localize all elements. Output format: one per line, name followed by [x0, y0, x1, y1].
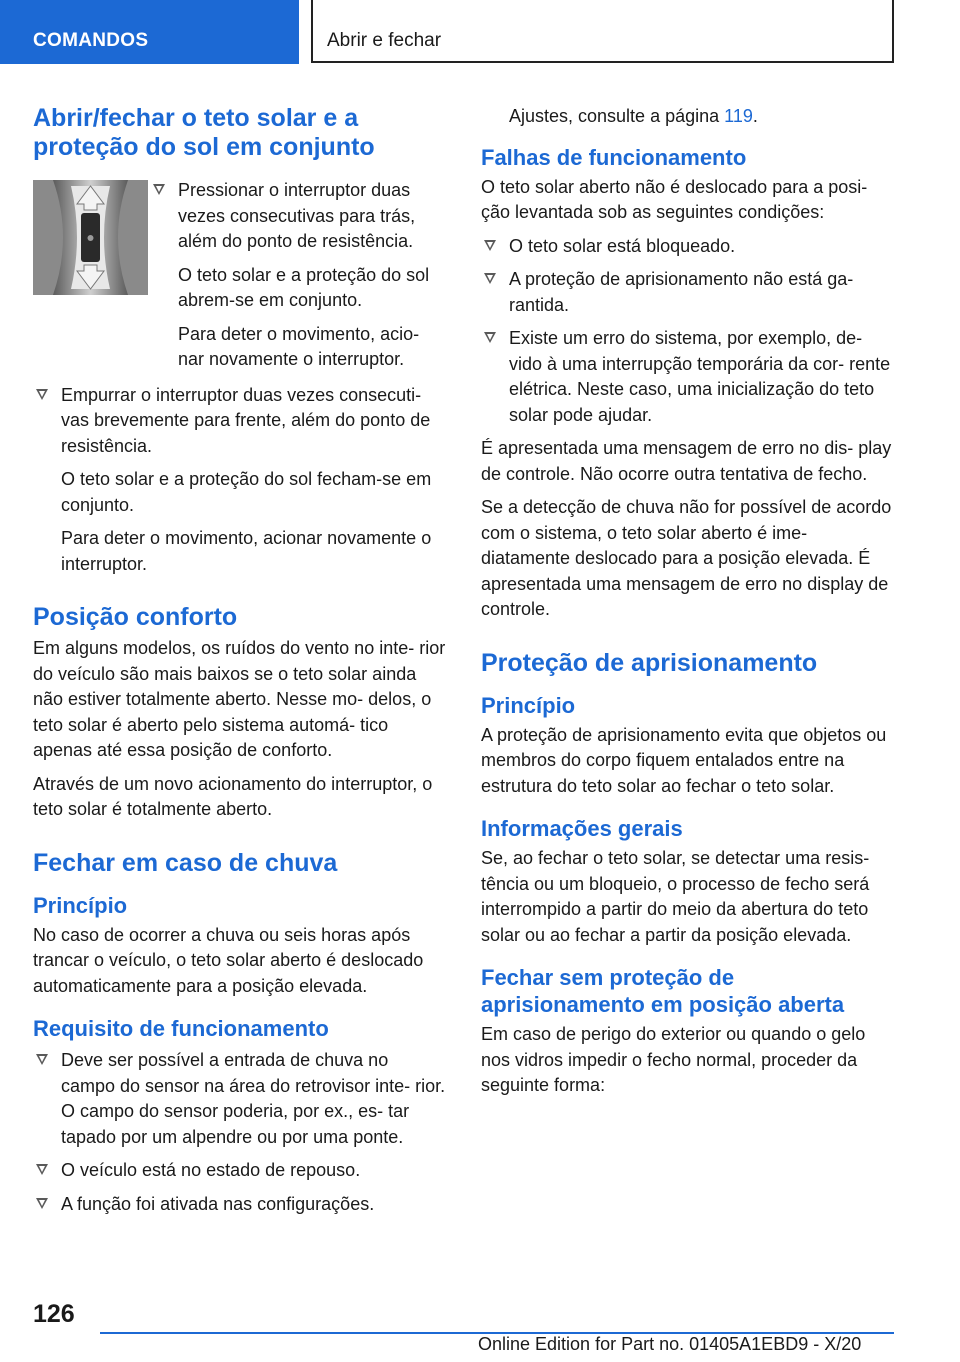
list-item-continuation	[481, 104, 895, 130]
list-item-text: A proteção de aprisionamento não está ga- rantida.	[509, 269, 854, 315]
page-number: 126	[33, 1300, 75, 1328]
list-item-text: Pressionar o interruptor duas vezes consecutivas para trás, além do ponto de resistência.	[178, 180, 416, 251]
list-item	[33, 1048, 447, 1150]
paragraph: Em alguns modelos, os ruídos do vento no inte- rior do veículo são mais baixos se o teto solar ainda não estiver totalmente aberto. Nesse mo- delos, o teto solar é aberto pelo sistema automá- tico apenas até essa posição de conforto.	[33, 638, 446, 760]
list-item	[33, 1158, 447, 1184]
paragraph: No caso de ocorrer a chuva ou seis horas após trancar o veículo, o teto solar aberto é deslocado automaticamente para a posição elevada.	[33, 924, 424, 996]
list-item-text: Para deter o movimento, acionar novamente o interruptor.	[61, 528, 432, 574]
page-reference-link[interactable]: 119	[724, 106, 753, 126]
list-item	[481, 267, 895, 318]
bullet-icon	[153, 184, 165, 195]
bullet-icon	[484, 273, 496, 284]
list-item-text: O teto solar e a proteção do sol abrem-se em conjunto.	[178, 264, 430, 310]
list-item-text: Existe um erro do sistema, por exemplo, de- vido à uma interrupção temporária da cor- rente elétrica. Neste caso, uma inicialização do teto solar pode ajudar.	[509, 328, 891, 425]
heading-principle: Princípio	[481, 692, 576, 718]
list-item	[33, 383, 447, 578]
list-item	[33, 1192, 447, 1218]
section-tab	[0, 0, 299, 64]
list-item	[150, 178, 447, 373]
list-item-text: O teto solar e a proteção do sol fecham-se em conjunto.	[61, 469, 432, 515]
paragraph: O teto solar aberto não é deslocado para a posi- ção levantada sob as seguintes condições:	[481, 176, 868, 222]
list-item-text: O veículo está no estado de repouso.	[61, 1160, 361, 1180]
list-item-text: Para deter o movimento, acio- nar novamente o interruptor.	[178, 323, 420, 369]
bullet-icon	[484, 332, 496, 343]
list-item	[481, 234, 895, 260]
heading-faults: Falhas de funcionamento	[481, 144, 747, 170]
bullet-icon	[36, 389, 48, 400]
list-item-text: Empurrar o interruptor duas vezes consecuti- vas brevemente para frente, além do ponto de resistência.	[61, 384, 431, 456]
list-item-text: O teto solar está bloqueado.	[509, 235, 736, 256]
period: .	[752, 106, 758, 126]
paragraph: Através de um novo acionamento do interruptor, o teto solar é totalmente aberto.	[33, 773, 433, 819]
section-title: COMANDOS	[33, 30, 149, 51]
heading-requirement: Requisito de funcionamento	[33, 1016, 329, 1041]
chapter-title: Abrir e fechar	[327, 30, 442, 51]
bullet-icon	[36, 1054, 48, 1065]
heading-roof-together: Abrir/fechar o teto solar e a proteção do sol em conjunto	[33, 104, 375, 161]
list-item	[481, 326, 895, 428]
paragraph: É apresentada uma mensagem de erro no dis- play de controle. Não ocorre outra tentativa de fecho.	[481, 438, 892, 484]
footer-edition: Online Edition for Part no. 01405A1EBD9 - X/20	[478, 1334, 862, 1354]
paragraph: Se, ao fechar o teto solar, se detectar uma resis- tência ou um bloqueio, o processo de fecho será interrompido a partir do meio da abertura do teto solar ou ao fechar a partir da posição elevada.	[481, 848, 870, 945]
list-item-text: Deve ser possível a entrada de chuva no campo do sensor na área do retrovisor inte- rior. O campo do sensor poderia, por ex., es- tar tapado por um alpendre ou por uma ponte.	[61, 1050, 446, 1147]
continuation-text: Ajustes, consulte a página	[509, 106, 725, 126]
heading-rain-close: Fechar em caso de chuva	[33, 848, 338, 877]
paragraph: Se a detecção de chuva não for possível de acordo com o sistema, o teto solar aberto é ime- diatamente deslocado para a posição elevada. É apresentada uma mensagem de erro no display de controle.	[481, 497, 892, 619]
paragraph: A proteção de aprisionamento evita que objetos ou membros do corpo fiquem entalados entre na estrutura do teto solar ao fechar o teto solar.	[481, 724, 887, 796]
bullet-icon	[36, 1164, 48, 1175]
left-column	[33, 104, 447, 1225]
heading-principle: Princípio	[33, 892, 128, 918]
chapter-tab	[311, 0, 894, 63]
heading-general-info: Informações gerais	[481, 816, 683, 841]
right-column	[481, 104, 895, 1107]
heading-comfort-position: Posição conforto	[33, 603, 238, 631]
heading-pinch-protection: Proteção de aprisionamento	[481, 648, 818, 677]
bullet-icon	[36, 1198, 48, 1209]
bullet-icon	[484, 240, 496, 251]
list-item-text: A função foi ativada nas configurações.	[61, 1193, 375, 1214]
paragraph: Em caso de perigo do exterior ou quando o gelo nos vidros impedir o fecho normal, proceder da seguinte forma:	[481, 1024, 866, 1095]
heading-close-without-protection: Fechar sem proteção de aprisionamento em posição aberta	[481, 965, 845, 1017]
